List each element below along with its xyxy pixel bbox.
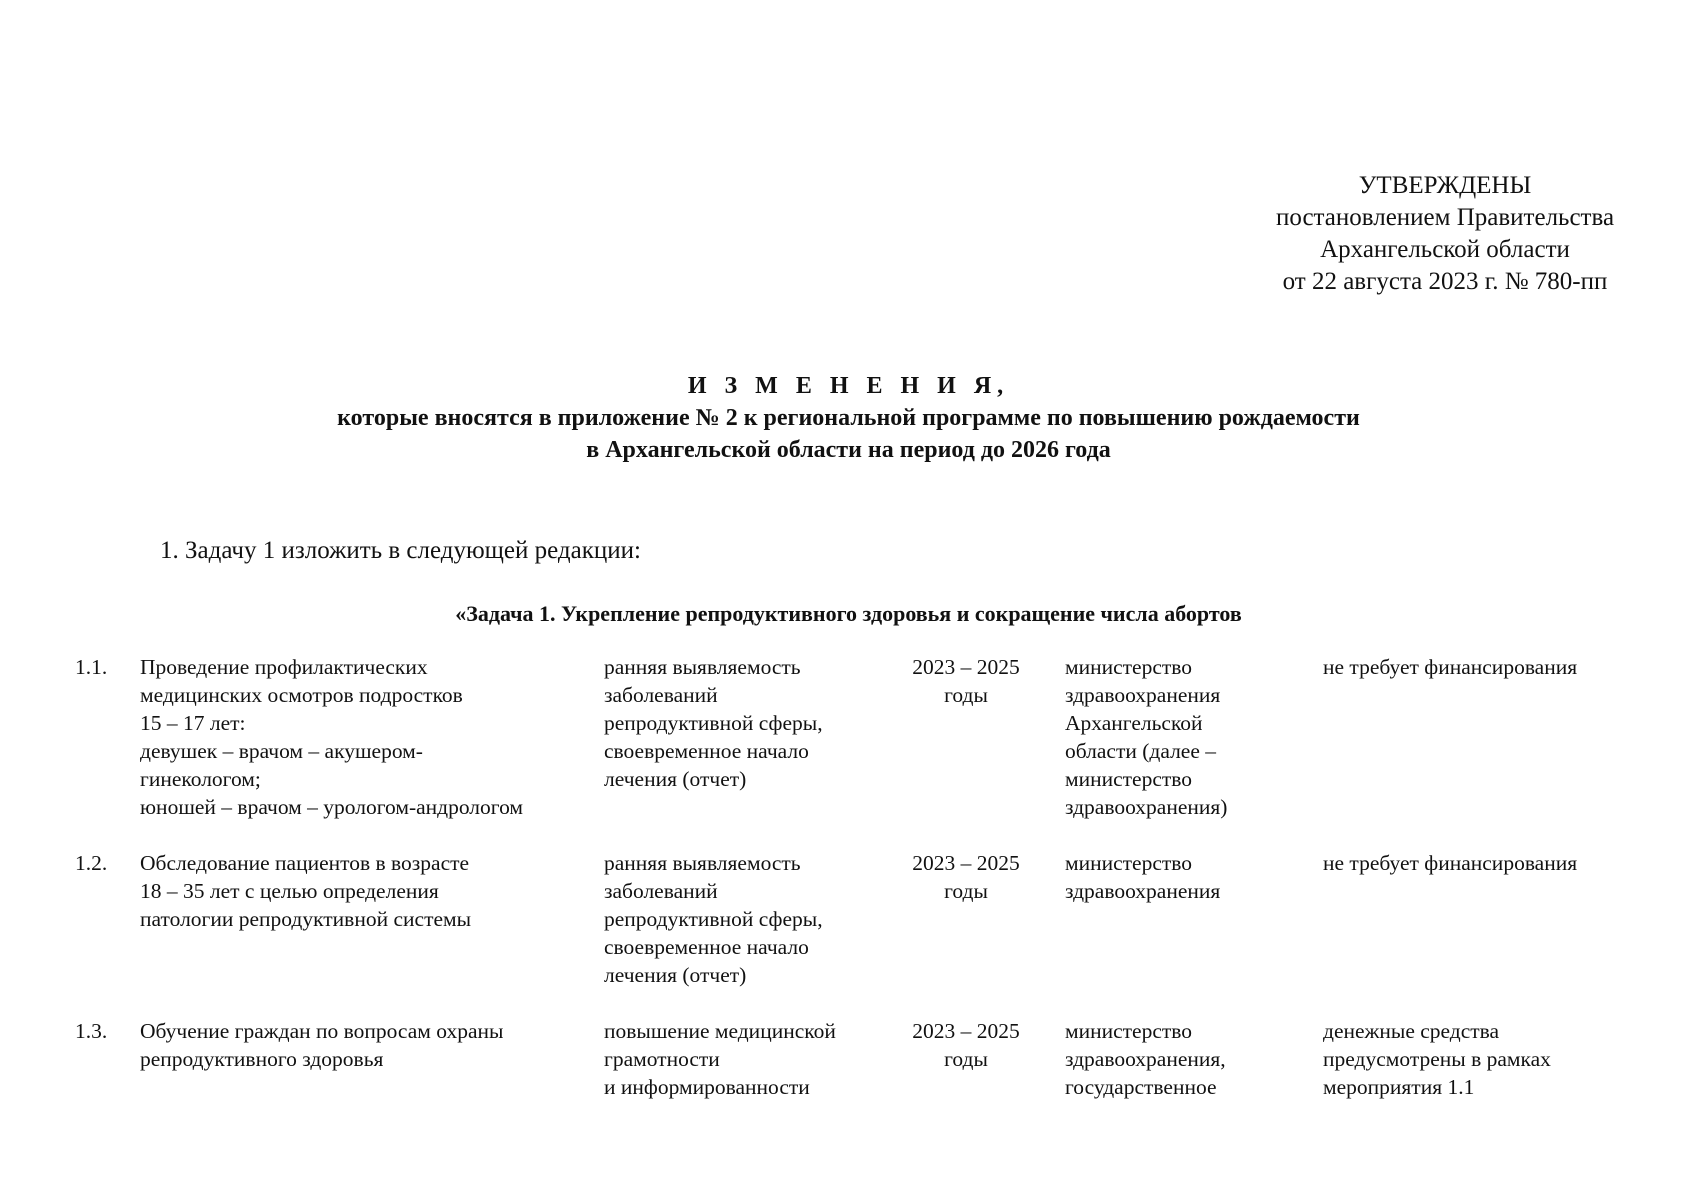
result-line: заболеваний xyxy=(604,879,718,903)
approval-line: постановлением Правительства xyxy=(1275,204,1615,231)
executor-line: министерство xyxy=(1065,655,1193,679)
result-line: грамотности xyxy=(604,1047,720,1071)
financing-line: денежные средства xyxy=(1323,1019,1500,1043)
event-line: 15 – 17 лет: xyxy=(140,711,246,735)
event-line: Обследование пациентов в возрасте xyxy=(140,851,470,875)
approval-stamp xyxy=(1230,170,1660,298)
event-line: гинекологом; xyxy=(140,767,261,791)
executor-cell xyxy=(1065,1017,1305,1101)
period-line: 2023 – 2025 xyxy=(912,1019,1020,1043)
result-line: своевременное начало xyxy=(604,935,809,959)
document-title xyxy=(0,370,1697,466)
result-line: ранняя выявляемость xyxy=(604,655,801,679)
executor-line: здравоохранения, xyxy=(1065,1047,1226,1071)
event-line: юношей – врачом – урологом-андрологом xyxy=(140,795,524,819)
period-cell xyxy=(896,1017,1036,1073)
period-line: 2023 – 2025 xyxy=(912,655,1020,679)
financing-line: не требует финансирования xyxy=(1323,851,1578,875)
executor-line: области (далее – xyxy=(1065,739,1217,763)
executor-line: здравоохранения xyxy=(1065,879,1221,903)
period-line: годы xyxy=(944,1047,988,1071)
executor-line: Архангельской xyxy=(1065,711,1203,735)
financing-line: не требует финансирования xyxy=(1323,655,1578,679)
event-line: Обучение граждан по вопросам охраны xyxy=(140,1019,504,1043)
period-cell xyxy=(896,653,1036,709)
measures-table xyxy=(0,653,1697,1101)
period-line: 2023 – 2025 xyxy=(912,851,1020,875)
executor-line: государственное xyxy=(1065,1075,1217,1099)
result-cell xyxy=(604,653,884,793)
table-row xyxy=(0,849,1697,989)
approval-line: Архангельской области xyxy=(1320,236,1570,263)
executor-line: министерство xyxy=(1065,1019,1193,1043)
financing-line: мероприятия 1.1 xyxy=(1323,1075,1475,1099)
result-line: репродуктивной сферы, xyxy=(604,907,823,931)
executor-line: здравоохранения xyxy=(1065,683,1221,707)
event-cell xyxy=(140,849,590,933)
title-subtitle-line: которые вносятся в приложение № 2 к региональной программе по повышению рождаемости xyxy=(337,405,1360,431)
table-row xyxy=(0,653,1697,821)
event-line: Проведение профилактических xyxy=(140,655,428,679)
period-cell xyxy=(896,849,1036,905)
result-line: репродуктивной сферы, xyxy=(604,711,823,735)
event-cell xyxy=(140,1017,590,1073)
row-number: 1.3. xyxy=(75,1019,108,1043)
executor-cell xyxy=(1065,849,1305,905)
financing-cell xyxy=(1323,1017,1643,1101)
event-line: медицинских осмотров подростков xyxy=(140,683,463,707)
title-subtitle-line: в Архангельской области на период до 2026 года xyxy=(586,437,1111,463)
executor-line: министерство xyxy=(1065,851,1193,875)
title-heading: И З М Е Н Е Н И Я, xyxy=(687,373,1010,399)
event-line: патологии репродуктивной системы xyxy=(140,907,472,931)
financing-line: предусмотрены в рамках xyxy=(1323,1047,1551,1071)
row-number: 1.1. xyxy=(75,655,108,679)
result-line: лечения (отчет) xyxy=(604,963,747,987)
approval-line: УТВЕРЖДЕНЫ xyxy=(1358,172,1532,199)
result-line: повышение медицинской xyxy=(604,1019,836,1043)
row-number: 1.2. xyxy=(75,851,108,875)
period-line: годы xyxy=(944,879,988,903)
financing-cell xyxy=(1323,849,1643,877)
executor-line: здравоохранения) xyxy=(1065,795,1228,819)
result-cell xyxy=(604,1017,884,1101)
result-line: лечения (отчет) xyxy=(604,767,747,791)
result-cell xyxy=(604,849,884,989)
result-line: заболеваний xyxy=(604,683,718,707)
event-line: репродуктивного здоровья xyxy=(140,1047,384,1071)
executor-cell xyxy=(1065,653,1305,821)
table-row xyxy=(0,1017,1697,1101)
approval-line: от 22 августа 2023 г. № 780-пп xyxy=(1282,268,1608,295)
event-cell xyxy=(140,653,590,821)
task-heading: «Задача 1. Укрепление репродуктивного здоровья и сокращение числа абортов xyxy=(455,601,1242,626)
event-line: девушек – врачом – акушером- xyxy=(140,739,423,763)
event-line: 18 – 35 лет с целью определения xyxy=(140,879,439,903)
intro-paragraph: 1. Задачу 1 изложить в следующей редакции: xyxy=(160,537,641,564)
financing-cell xyxy=(1323,653,1643,681)
result-line: и информированности xyxy=(604,1075,810,1099)
period-line: годы xyxy=(944,683,988,707)
result-line: своевременное начало xyxy=(604,739,809,763)
executor-line: министерство xyxy=(1065,767,1193,791)
result-line: ранняя выявляемость xyxy=(604,851,801,875)
